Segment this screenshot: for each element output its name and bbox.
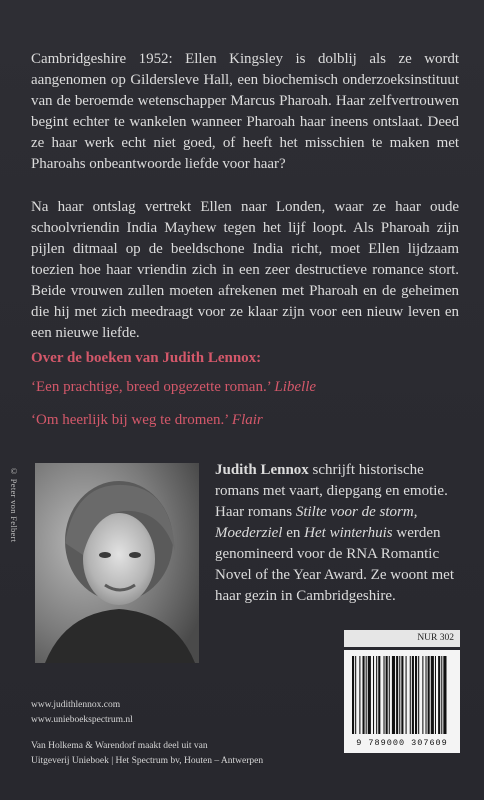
publisher-line-1: Van Holkema & Warendorf maakt deel uit van (31, 741, 208, 751)
author-name: Judith Lennox (215, 462, 309, 478)
quote-text: ‘Om heerlijk bij weg te dromen.’ (31, 412, 229, 428)
isbn-number: 9 789000 307609 (356, 738, 448, 748)
author-photo (35, 463, 199, 663)
website-publisher[interactable]: www.unieboekspectrum.nl (31, 715, 133, 725)
barcode-bars (344, 650, 460, 736)
quotes-heading: Over de boeken van Judith Lennox: (31, 350, 262, 366)
nur-code (344, 630, 460, 647)
publisher-line-2: Uitgeverij Unieboek | Het Spectrum bv, Houten – Antwerpen (31, 756, 264, 766)
synopsis-paragraph-1: Cambridgeshire 1952: Ellen Kingsley is dolblij als ze wordt aangenomen op Gildersleve Hall, een biochemisch onderzoeksinstituut van de beroemde wetenschapper Marcus Pharoah. Haar zelfvertrouwen begint echter te wankelen wanneer Pharoah haar ineens ontslaat. Deed ze haar werk echt niet goed, of heeft het misschien te maken met Pharoahs onbeantwoorde liefde voor haar? (31, 51, 459, 172)
book-title: Moederziel (215, 525, 283, 541)
bio-text: en (282, 525, 305, 541)
author-bio (215, 460, 461, 607)
bio-text: , (413, 504, 418, 520)
quote-text: ‘Een prachtige, breed opgezette roman.’ (31, 379, 271, 395)
synopsis-paragraph-2: Na haar ontslag vertrekt Ellen naar Londen, waar ze haar oude schoolvriendin India Mayhew tegen het lijf loopt. Als Pharoah zijn pijlen ditmaal op de beeldschone India richt, moet Ellen lijdzaam toezien hoe haar vriendin zich in een zeer destructieve romance stort. Beide vrouwen zullen moeten afrekenen met Pharoah en de geheimen die hij met zich meedraagt voor ze klaar zijn voor een nieuw leven en een nieuwe liefde. (31, 199, 459, 341)
nur-label: NUR 302 (417, 633, 454, 643)
photo-credit: © Peter von Felbert (9, 466, 19, 543)
isbn-barcode (344, 650, 460, 753)
review-quote-2 (31, 412, 263, 429)
quote-source: Libelle (274, 379, 317, 395)
website-author[interactable]: www.judithlennox.com (31, 700, 121, 710)
bio-text: schrijft historische romans met vaart, diepgang en emotie. Haar romans (215, 462, 448, 520)
book-title: Stilte voor de storm (295, 504, 414, 520)
review-quote-1 (31, 379, 316, 396)
book-title: Het winterhuis (304, 525, 393, 541)
bio-text: werden genomineerd voor de RNA Romantic Novel of the Year Award. Ze woont met haar gezin in Cambridgeshire. (215, 525, 454, 604)
quote-source: Flair (231, 412, 263, 428)
